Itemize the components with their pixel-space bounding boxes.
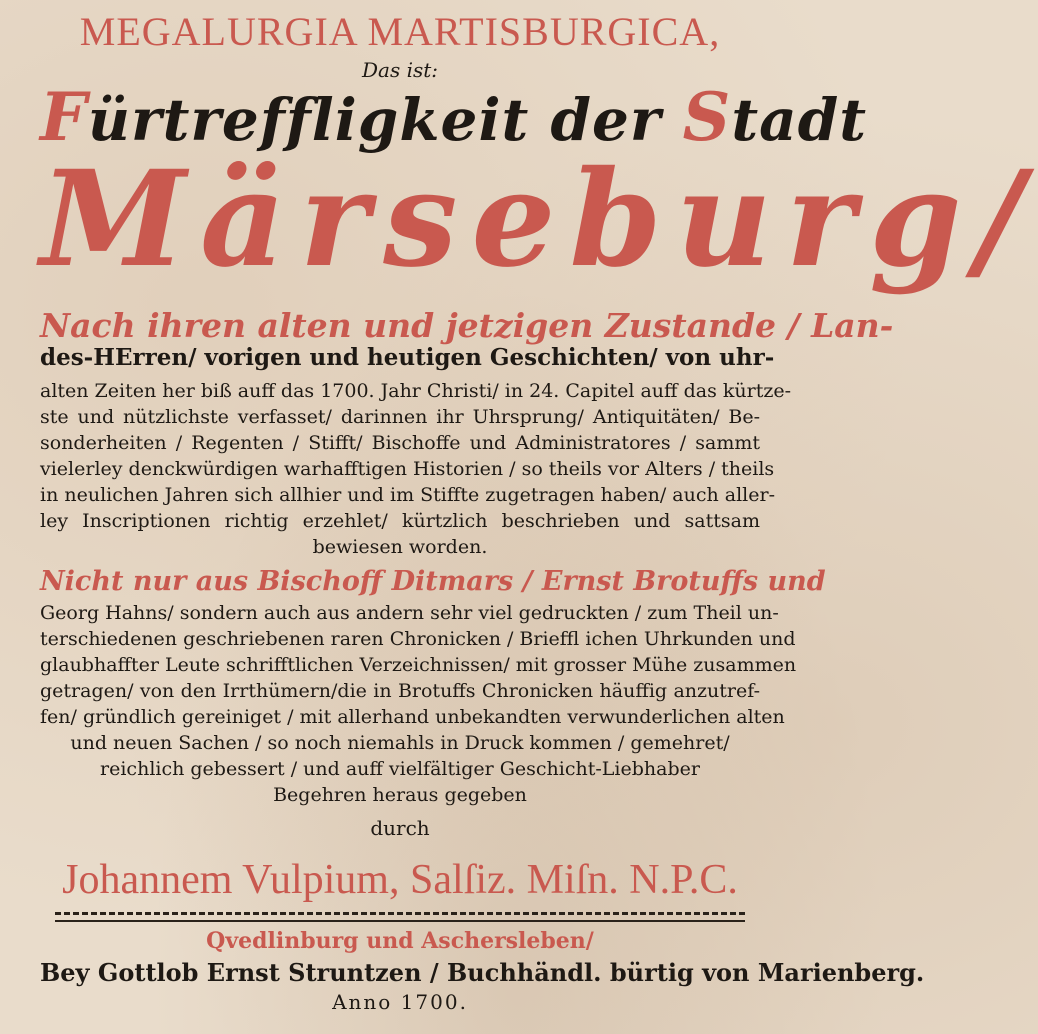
heading-initial-s: S <box>682 78 732 156</box>
sources-line-6: fen/ gründlich gereiniget / mit allerhand unbekandten verwunderlichen alten <box>40 706 785 728</box>
sources-line-3: terschiedenen geschriebenen raren Chronicken / Brieffl ichen Uhrkunden und <box>40 628 796 650</box>
body-line-4: ste und nützlichste verfasset/ darinnen ihr Uhrsprung/ Antiquitäten/ Be- <box>40 406 760 428</box>
body-line-2: des-HErren/ vorigen und heutigen Geschichten/ von uhr- <box>40 344 775 371</box>
sources-line-2: Georg Hahns/ sondern auch aus andern sehr viel gedruckten / zum Theil un- <box>40 602 779 624</box>
sources-line-1: Nicht nur aus Bischoff Ditmars / Ernst Brotuffs und <box>40 566 826 597</box>
body-line-1: Nach ihren alten und jetzigen Zustande / Lan- <box>40 306 894 345</box>
heading-text-1: ürtreffligkeit der <box>87 86 683 154</box>
body-line-3: alten Zeiten her biß auff das 1700. Jahr Christi/ in 24. Capitel auff das kürtze- <box>40 380 792 402</box>
sources-line-8: reichlich gebessert / und auff vielfältiger Geschicht-Liebhaber <box>100 758 700 780</box>
imprint-place: Qvedlinburg und Aschersleben/ <box>206 928 594 954</box>
das-ist-line: Das ist: <box>361 58 438 82</box>
divider-rule-dashed <box>55 912 745 915</box>
heading-initial-f: F <box>40 78 88 156</box>
divider-rule-solid <box>55 920 745 922</box>
body-line-8: ley Inscriptionen richtig erzehlet/ kürtzlich beschrieben und sattsam <box>40 510 760 532</box>
latin-title: MEGALURGIA MARTISBURGICA, <box>79 9 721 54</box>
imprint-year: Anno 1700. <box>332 990 468 1014</box>
sources-line-5: getragen/ von den Irrthümern/die in Brotuffs Chronicken häuffig anzutref- <box>40 680 760 702</box>
body-line-7: in neulichen Jahren sich allhier und im Stiffte zugetragen haben/ auch aller- <box>40 484 776 506</box>
city-name: Märseburg/ <box>40 142 1038 297</box>
sources-line-4: glaubhaffter Leute schrifftlichen Verzeichnissen/ mit grosser Mühe zusammen <box>40 654 797 676</box>
body-line-6: vielerley denckwürdigen warhafftigen Historien / so theils vor Alters / theils <box>40 458 775 480</box>
sources-line-7: und neuen Sachen / so noch niemahls in Druck kommen / gemehret/ <box>70 732 730 754</box>
imprint-printer: Bey Gottlob Ernst Struntzen / Buchhändl. bürtig von Marienberg. <box>40 958 925 987</box>
body-line-5: sonderheiten / Regenten / Stifft/ Bischoffe und Administratores / sammt <box>40 432 760 454</box>
author-line: Johannem Vulpium, Salſiz. Miſn. N.P.C. <box>62 857 738 903</box>
heading-text-2: tadt <box>731 86 868 154</box>
body-line-9: bewiesen worden. <box>312 536 488 558</box>
durch-line: durch <box>370 816 430 840</box>
sources-line-9: Begehren heraus gegeben <box>273 784 527 806</box>
